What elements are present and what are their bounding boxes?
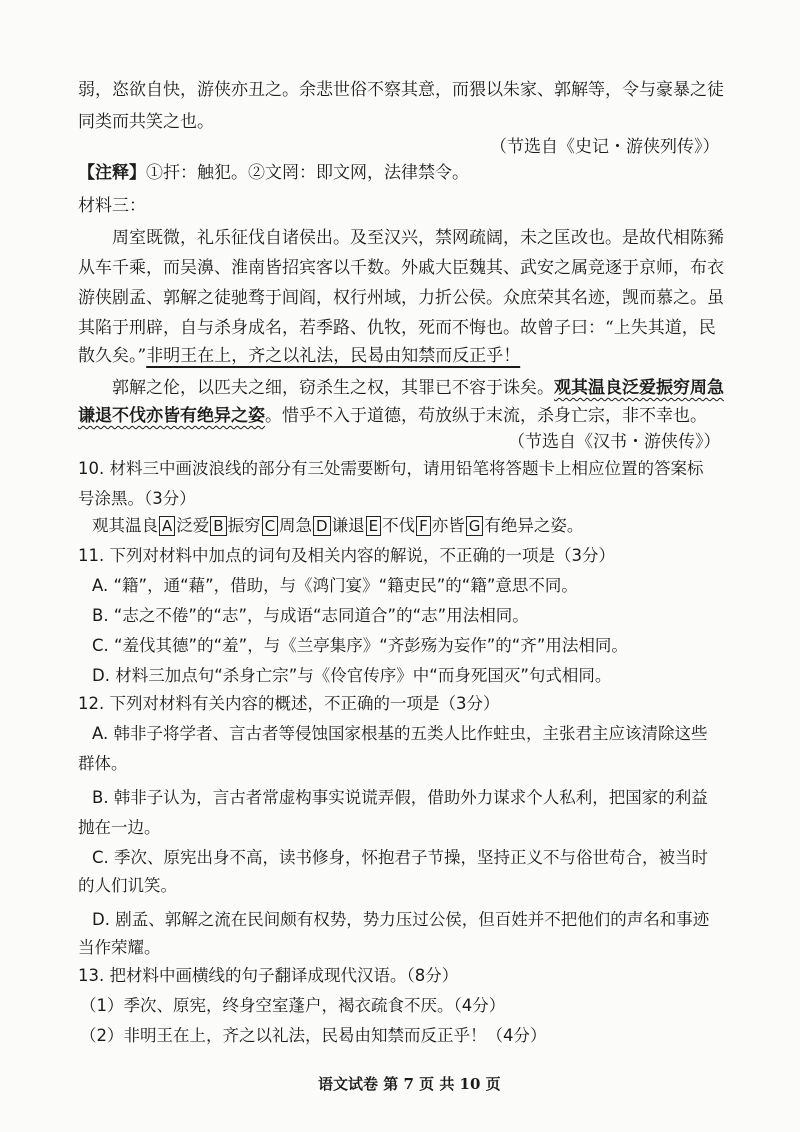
segment-text: 谦退 — [331, 516, 365, 535]
q11-option-a: A. “籍”，通“藉”，借助，与《鸿门宴》“籍吏民”的“籍”意思不同。 — [92, 576, 578, 595]
segment-text: 振穷 — [227, 516, 261, 535]
material3-p2-line2 — [78, 406, 707, 426]
wavy-text-1: 观其温良泛爱振穷周急 — [554, 378, 724, 398]
q12-option-b-line2: 抛在一边。 — [78, 818, 161, 837]
break-mark-d: D — [313, 516, 331, 536]
note-label: 【注释】 — [78, 163, 146, 183]
material3-source: （节选自《汉书・游侠传》） — [508, 432, 721, 452]
material3-p1-line5 — [78, 346, 520, 366]
material3-p1-line1: 周室既微，礼乐征伐自诸侯出。及至汉兴，禁网疏阔，未之匡改也。是故代相陈豨 — [112, 228, 724, 248]
q12-option-a-line2: 群体。 — [78, 754, 128, 773]
q11-stem: 11. 下列对材料中加点的词句及相关内容的解说，不正确的一项是（3分） — [78, 546, 615, 565]
q11-option-b: B. “志之不倦”的“志”，与成语“志同道合”的“志”用法相同。 — [92, 606, 529, 625]
wavy-text-2: 谦退不伐亦皆有绝异之姿 — [78, 406, 265, 426]
q11-option-d: D. 材料三加点句“杀身亡宗”与《伶官传序》中“而身死国灭”句式相同。 — [92, 666, 612, 685]
break-mark-f: F — [416, 516, 431, 536]
note-line — [78, 163, 469, 183]
break-mark-g: G — [466, 516, 484, 536]
q12-option-d-line2: 当作荣耀。 — [78, 938, 161, 957]
q12-option-c-line2: 的人们讥笑。 — [78, 876, 177, 895]
material3-p1-line4: 其陷于刑辟，自与杀身成名，若季路、仇牧，死而不悔也。故曾子曰：“上失其道，民 — [78, 318, 716, 338]
segment-text: 观其温良 — [92, 516, 158, 535]
material2-line2: 同类而共笑之也。 — [78, 112, 214, 132]
break-mark-c: C — [262, 516, 278, 536]
break-mark-a: A — [159, 516, 175, 536]
material3-p1-line3: 游侠剧孟、郭解之徒驰骛于闾阎，权行州域，力折公侯。众庶荣其名迹，觊而慕之。虽 — [78, 288, 724, 308]
q12-option-c-line1: C. 季次、原宪出身不高，读书修身，怀抱君子节操，坚持正义不与俗世苟合，被当时 — [92, 848, 709, 867]
q10-stem-line1: 10. 材料三中画波浪线的部分有三处需要断句，请用铅笔将答题卡上相应位置的答案标 — [78, 459, 704, 478]
material2-source: （节选自《史记・游侠列传》） — [490, 137, 720, 157]
note-text: ①扞：触犯。②文罔：即文网，法律禁令。 — [146, 163, 469, 183]
underlined-sentence-2: 非明王在上，齐之以礼法，民曷由知禁而反正乎！ — [146, 346, 521, 366]
segment-text: 泛爱 — [176, 516, 210, 535]
segment-text: 亦皆 — [431, 516, 465, 535]
q10-segment-line — [92, 516, 583, 536]
material3-p1-line2: 从车千乘，而吴濞、淮南皆招宾客以千数。外戚大臣魏其、武安之属竞逐于京师，布衣 — [78, 258, 724, 278]
q12-option-a-line1: A. 韩非子将学者、言古者等侵蚀国家根基的五类人比作蛀虫，主张君主应该清除这些 — [92, 724, 708, 743]
segment-text: 周急 — [279, 516, 313, 535]
p2-l2-end: 。惜乎不入于道德，苟放纵于末流，杀身亡宗，非不幸也。 — [265, 406, 707, 426]
q10-stem-line2: 号涂黑。（3分） — [78, 489, 196, 508]
break-mark-b: B — [210, 516, 226, 536]
q11-option-c: C. “羞伐其德”的“羞”，与《兰亭集序》“齐彭殇为妄作”的“齐”用法相同。 — [92, 636, 628, 655]
q12-stem: 12. 下列对材料有关内容的概述，不正确的一项是（3分） — [78, 694, 500, 713]
q12-option-b-line1: B. 韩非子认为，言古者常虚构事实说谎弄假，借助外力谋求个人私利，把国家的利益 — [92, 788, 708, 807]
p1-l5-start: 散久矣。” — [78, 346, 147, 366]
segment-text: 有绝异之姿。 — [484, 516, 584, 535]
q13-sentence-1: （1）季次、原宪，终身空室蓬户，褐衣疏食不厌。（4分） — [80, 996, 506, 1015]
q13-sentence-2: （2）非明王在上，齐之以礼法，民曷由知禁而反正乎！（4分） — [80, 1026, 547, 1045]
segment-text: 不伐 — [382, 516, 416, 535]
material2-line1: 弱，恣欲自快，游侠亦丑之。余悲世俗不察其意，而猥以朱家、郭解等，令与豪暴之徒 — [78, 80, 724, 100]
material3-p2-line1 — [112, 378, 724, 398]
q12-option-d-line1: D. 剧孟、郭解之流在民间颇有权势，势力压过公侯，但百姓并不把他们的声名和事迹 — [92, 910, 710, 929]
page-footer: 语文试卷 第 7 页 共 10 页 — [318, 1075, 501, 1093]
q13-stem: 13. 把材料中画横线的句子翻译成现代汉语。（8分） — [78, 966, 459, 985]
material3-heading: 材料三： — [78, 196, 146, 216]
p2-l1-start: 郭解之伦，以匹夫之细，窃杀生之权，其罪已不容于诛矣。 — [112, 378, 554, 398]
break-mark-e: E — [366, 516, 381, 536]
